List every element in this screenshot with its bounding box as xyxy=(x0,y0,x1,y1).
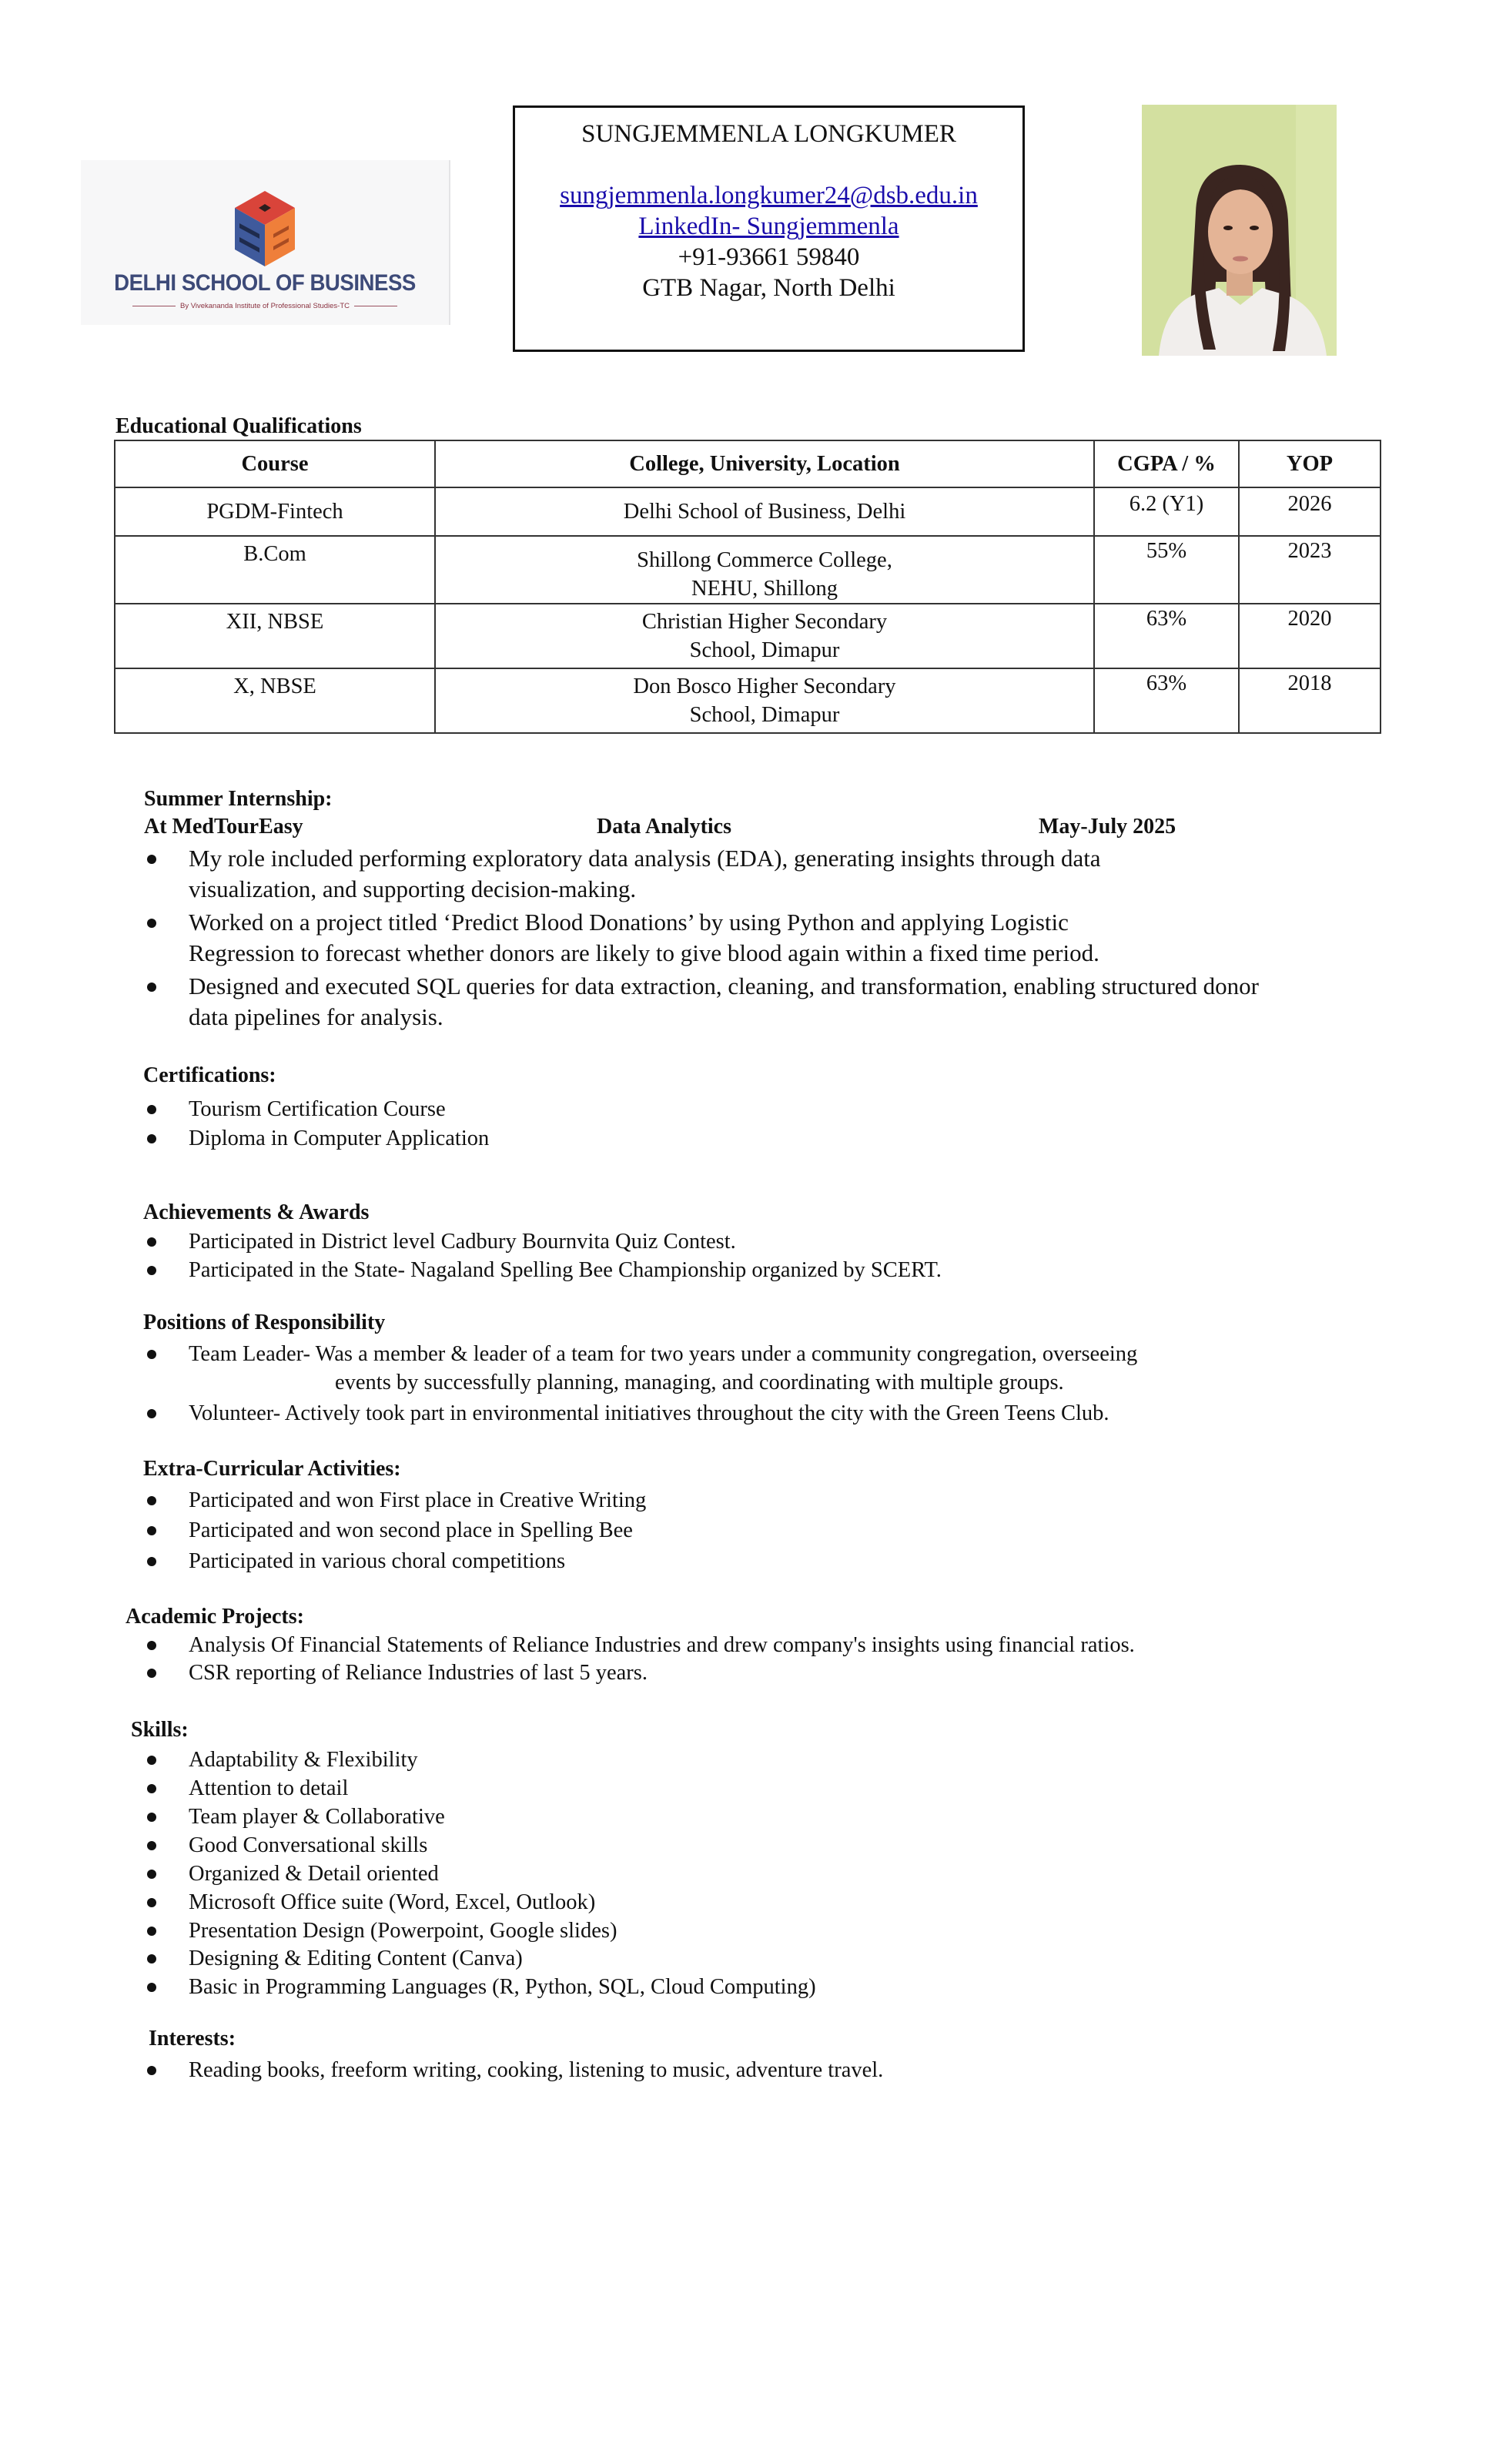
course-cell: PGDM-Fintech xyxy=(115,487,435,536)
list-item: Attention to detail xyxy=(189,1776,349,1800)
college-cell: Christian Higher Secondary School, Dimapur xyxy=(435,604,1094,668)
yop-cell: 2026 xyxy=(1239,487,1381,536)
bullet-icon xyxy=(147,1409,156,1418)
extracurricular-heading: Extra-Curricular Activities: xyxy=(143,1457,401,1481)
list-item: Adaptability & Flexibility xyxy=(189,1748,418,1772)
column-header-score: CGPA / % xyxy=(1094,440,1239,487)
list-item: Organized & Detail oriented xyxy=(189,1862,439,1886)
bullet-icon xyxy=(147,1954,156,1964)
bullet-icon xyxy=(147,1526,156,1535)
list-item: Tourism Certification Course xyxy=(189,1097,446,1121)
college-cell: Don Bosco Higher Secondary School, Dimapur xyxy=(435,668,1094,733)
list-item: Participated and won First place in Creative Writing xyxy=(189,1488,647,1512)
table-row xyxy=(115,604,1381,668)
bullet-icon xyxy=(147,1237,156,1247)
logo-subtitle: By Vivekananda Institute of Professional Studies-TC xyxy=(81,302,449,310)
list-item: Analysis Of Financial Statements of Reliance Industries and drew company's insights using financial ratios. xyxy=(189,1633,1135,1657)
yop-cell: 2018 xyxy=(1239,668,1381,733)
list-item: Team Leader- Was a member & leader of a team for two years under a community congregation, overseeing xyxy=(189,1342,1138,1366)
list-item: Basic in Programming Languages (R, Python, SQL, Cloud Computing) xyxy=(189,1975,816,1999)
course-cell: X, NBSE xyxy=(115,668,435,733)
address: GTB Nagar, North Delhi xyxy=(642,274,895,302)
yop-cell: 2020 xyxy=(1239,604,1381,668)
email-link[interactable]: sungjemmenla.longkumer24@dsb.edu.in xyxy=(560,182,978,209)
list-item: My role included performing exploratory data analysis (EDA), generating insights through data xyxy=(189,845,1101,872)
column-header-course: Course xyxy=(115,440,435,487)
list-item: CSR reporting of Reliance Industries of last 5 years. xyxy=(189,1661,648,1685)
bullet-icon xyxy=(147,1557,156,1566)
internship-heading: Summer Internship: xyxy=(144,787,333,811)
table-row xyxy=(115,668,1381,733)
score-cell: 55% xyxy=(1094,536,1239,604)
institution-logo xyxy=(81,160,450,325)
logo-title: DELHI SCHOOL OF BUSINESS xyxy=(114,270,416,296)
list-item: Good Conversational skills xyxy=(189,1833,428,1857)
column-header-yop: YOP xyxy=(1239,440,1381,487)
list-item: Microsoft Office suite (Word, Excel, Outlook) xyxy=(189,1890,596,1914)
list-item: Participated and won second place in Spelling Bee xyxy=(189,1518,633,1542)
bullet-icon xyxy=(147,1983,156,1992)
list-item: Participated in District level Cadbury Bournvita Quiz Contest. xyxy=(189,1230,736,1254)
bullet-icon xyxy=(147,1898,156,1907)
bullet-icon xyxy=(147,1756,156,1765)
list-item-continued: data pipelines for analysis. xyxy=(189,1003,443,1030)
list-item: Presentation Design (Powerpoint, Google slides) xyxy=(189,1919,617,1943)
list-item: Participated in the State- Nagaland Spelling Bee Championship organized by SCERT. xyxy=(189,1258,942,1282)
list-item: Team player & Collaborative xyxy=(189,1805,445,1829)
course-cell: XII, NBSE xyxy=(115,604,435,668)
bullet-icon xyxy=(147,1813,156,1822)
projects-heading: Academic Projects: xyxy=(126,1605,304,1629)
bullet-icon xyxy=(147,855,156,864)
bullet-icon xyxy=(147,1134,156,1143)
bullet-icon xyxy=(147,1669,156,1678)
bullet-icon xyxy=(147,1841,156,1850)
bullet-icon xyxy=(147,919,156,928)
bullet-icon xyxy=(147,1266,156,1275)
profile-photo xyxy=(1142,105,1337,356)
education-heading: Educational Qualifications xyxy=(115,414,362,438)
table-row xyxy=(115,487,1381,536)
achievements-heading: Achievements & Awards xyxy=(143,1200,370,1224)
bullet-icon xyxy=(147,1927,156,1936)
list-item: Participated in various choral competitions xyxy=(189,1549,566,1573)
list-item-continued: events by successfully planning, managing, and coordinating with multiple groups. xyxy=(335,1371,1064,1394)
cube-logo-icon xyxy=(81,160,449,325)
bullet-icon xyxy=(147,1784,156,1793)
list-item: Diploma in Computer Application xyxy=(189,1127,490,1150)
internship-role: Data Analytics xyxy=(597,815,731,839)
internship-company: At MedTourEasy xyxy=(144,815,303,839)
list-item: Designed and executed SQL queries for data extraction, cleaning, and transformation, enabling structured donor xyxy=(189,973,1259,999)
score-cell: 63% xyxy=(1094,668,1239,733)
college-cell: Shillong Commerce College, NEHU, Shillong xyxy=(435,536,1094,604)
list-item: Designing & Editing Content (Canva) xyxy=(189,1947,523,1970)
certifications-heading: Certifications: xyxy=(143,1063,276,1087)
list-item: Volunteer- Actively took part in environmental initiatives throughout the city with the Green Teens Club. xyxy=(189,1401,1109,1425)
linkedin-link[interactable]: LinkedIn- Sungjemmenla xyxy=(638,213,899,240)
course-cell: B.Com xyxy=(115,536,435,604)
column-header-college: College, University, Location xyxy=(435,440,1094,487)
bullet-icon xyxy=(147,2066,156,2075)
education-table xyxy=(114,440,1381,734)
contact-box xyxy=(513,105,1025,352)
bullet-icon xyxy=(147,1641,156,1650)
bullet-icon xyxy=(147,1350,156,1359)
candidate-name: SUNGJEMMENLA LONGKUMER xyxy=(581,120,956,148)
college-cell: Delhi School of Business, Delhi xyxy=(435,487,1094,536)
list-item-continued: visualization, and supporting decision-making. xyxy=(189,875,637,902)
table-row xyxy=(115,536,1381,604)
internship-period: May-July 2025 xyxy=(1039,815,1176,839)
bullet-icon xyxy=(147,1496,156,1505)
score-cell: 63% xyxy=(1094,604,1239,668)
person-portrait-icon xyxy=(1142,105,1337,356)
interests-heading: Interests: xyxy=(149,2027,236,2051)
bullet-icon xyxy=(147,983,156,992)
table-header-row xyxy=(115,440,1381,487)
positions-heading: Positions of Responsibility xyxy=(143,1311,386,1334)
list-item: Reading books, freeform writing, cooking, listening to music, adventure travel. xyxy=(189,2058,884,2082)
bullet-icon xyxy=(147,1870,156,1879)
bullet-icon xyxy=(147,1105,156,1114)
yop-cell: 2023 xyxy=(1239,536,1381,604)
list-item: Worked on a project titled ‘Predict Blood Donations’ by using Python and applying Logistic xyxy=(189,909,1069,936)
list-item-continued: Regression to forecast whether donors are likely to give blood again within a fixed time period. xyxy=(189,939,1099,966)
score-cell: 6.2 (Y1) xyxy=(1094,487,1239,536)
phone-number: +91-93661 59840 xyxy=(678,243,860,271)
skills-heading: Skills: xyxy=(131,1718,189,1742)
